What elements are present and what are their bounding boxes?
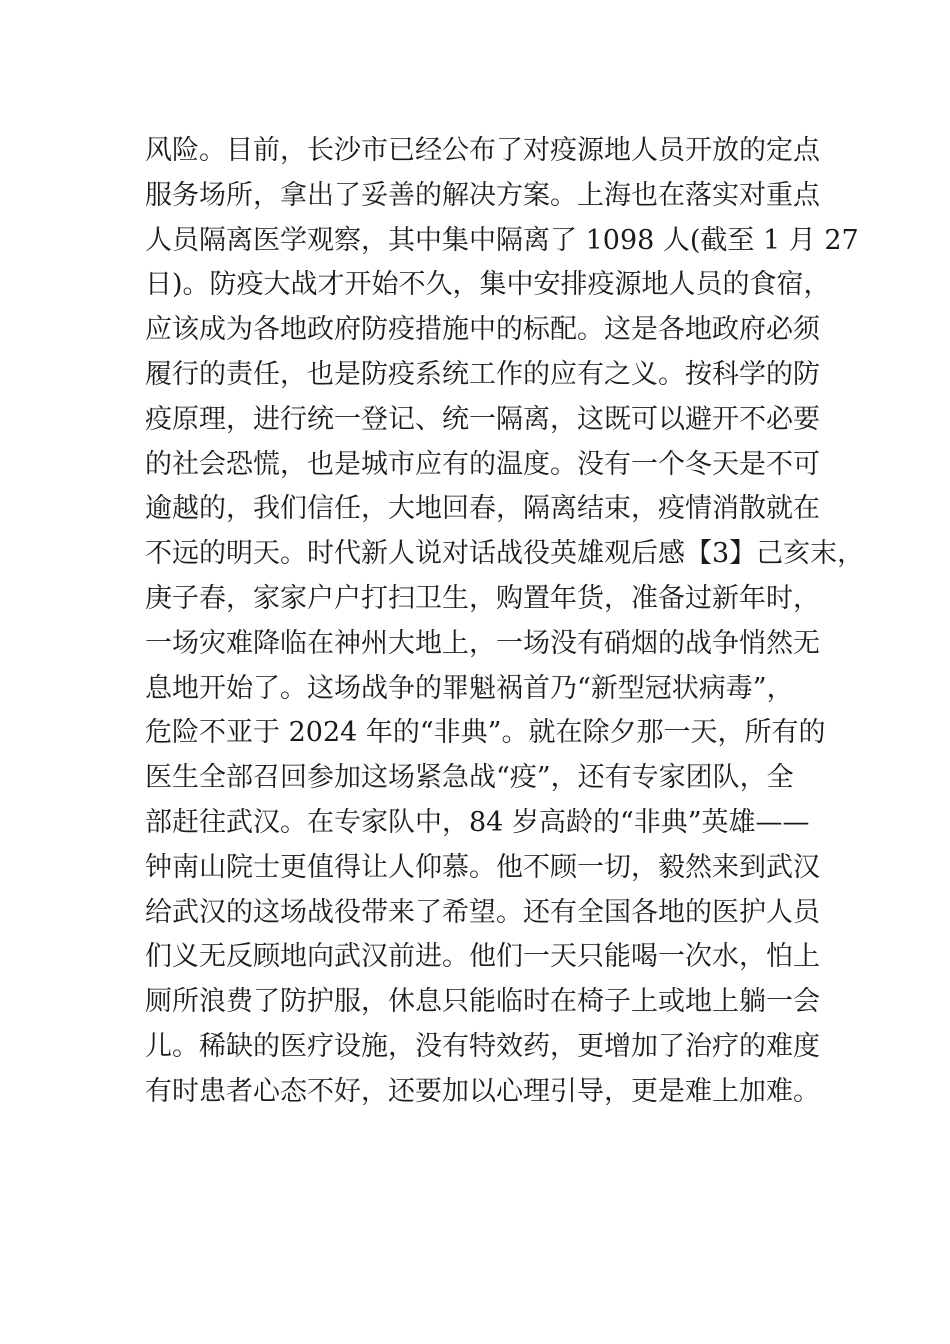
text-line: 不远的明天。时代新人说对话战役英雄观后感【3】己亥末， (145, 538, 865, 570)
text-line: 息地开始了。这场战争的罪魁祸首乃“新型冠状病毒”， (145, 672, 794, 704)
text-line: 风险。目前，长沙市已经公布了对疫源地人员开放的定点 (145, 135, 820, 166)
text-line: 日)。防疫大战才开始不久，集中安排疫源地人员的食宿， (145, 269, 831, 301)
text-line: 给武汉的这场战役带来了希望。还有全国各地的医护人员 (145, 896, 820, 928)
text-line: 危险不亚于 2024 年的“非典”。就在除夕那一天，所有的 (145, 717, 826, 749)
text-line: 服务场所，拿出了妥善的解决方案。上海也在落实对重点 (145, 179, 820, 211)
text-line: 部赶往武汉。在专家队中，84 岁高龄的“非典”英雄—— (145, 806, 810, 838)
text-line: 儿。稀缺的医疗设施，没有特效药，更增加了治疗的难度 (145, 1030, 820, 1062)
text-line: 疫原理，进行统一登记、统一隔离，这既可以避开不必要 (145, 403, 820, 435)
text-line: 有时患者心态不好，还要加以心理引导，更是难上加难。 (145, 1075, 820, 1107)
text-line: 履行的责任，也是防疫系统工作的应有之义。按科学的防 (145, 358, 820, 390)
text-line: 医生全部召回参加这场紧急战“疫”，还有专家团队，全 (145, 762, 794, 794)
text-line: 的社会恐慌，也是城市应有的温度。没有一个冬天是不可 (145, 448, 820, 480)
body-text (145, 129, 865, 1115)
text-line: 庚子春，家家户户打扫卫生，购置年货，准备过新年时， (145, 582, 820, 614)
text-line: 钟南山院士更值得让人仰慕。他不顾一切，毅然来到武汉 (145, 851, 820, 883)
text-line: 一场灾难降临在神州大地上，一场没有硝烟的战争悄然无 (145, 627, 820, 659)
text-line: 厕所浪费了防护服，休息只能临时在椅子上或地上躺一会 (145, 986, 820, 1018)
text-line: 人员隔离医学观察，其中集中隔离了 1098 人(截至 1 月 27 (145, 224, 859, 256)
text-line: 们义无反顾地向武汉前进。他们一天只能喝一次水，怕上 (145, 941, 820, 973)
text-line: 应该成为各地政府防疫措施中的标配。这是各地政府必须 (145, 314, 820, 346)
text-line: 逾越的，我们信任，大地回春，隔离结束，疫情消散就在 (145, 493, 820, 525)
